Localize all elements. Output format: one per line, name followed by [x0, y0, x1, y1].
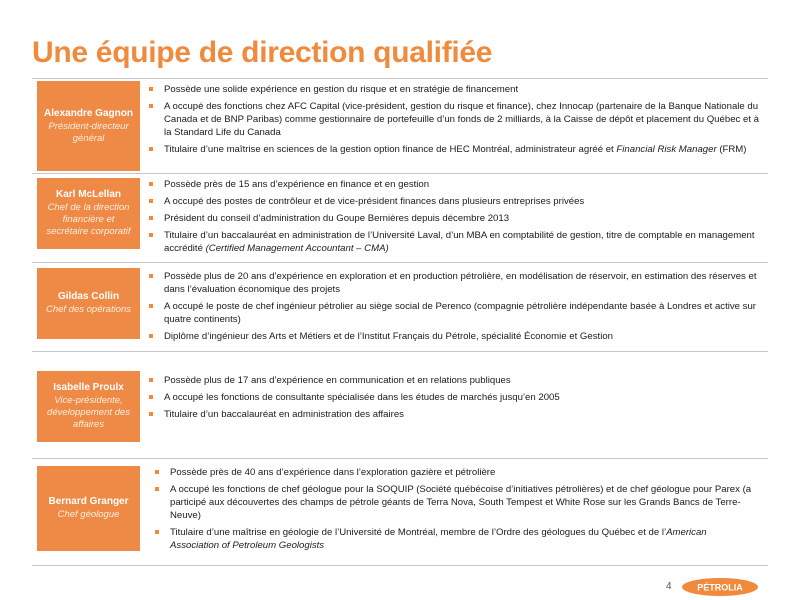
person-role: Chef de la direction financière et secrétaire corporatif — [46, 202, 131, 237]
list-item: Possède une solide expérience en gestion du risque et en stratégie de financement — [148, 83, 760, 96]
person-box-bernard-granger — [37, 466, 140, 551]
bullet-icon — [149, 87, 153, 91]
experience-list — [154, 466, 754, 556]
person-role: Chef géologue — [57, 509, 120, 520]
list-item: Titulaire d’un baccalauréat en administration de l’Université Laval, d’un MBA en comptabilité de gestion, titre de comptable en management accrédité (Certified Management Accountant – CMA) — [148, 229, 760, 255]
bullet-icon — [155, 470, 159, 474]
petrolia-logo — [680, 576, 760, 598]
bullet-icon — [149, 304, 153, 308]
experience-list — [148, 178, 760, 259]
person-role: Président-directeur général — [48, 120, 129, 144]
list-item: A occupé des fonctions chez AFC Capital (vice-président, gestion du risque et finance), chez Innocap (partenaire de la Banque Nationale du Canada et de BNP Paribas) comme gestionnaire de portefeuille d’un fonds de 2 milliards, à la Caisse de dépôt et placement du Québec et à la Standard Life du Canada — [148, 100, 760, 139]
list-item: A occupé les fonctions de consultante spécialisée dans les études de marchés jusqu’en 2005 — [148, 391, 760, 404]
list-item: Titulaire d’une maîtrise en sciences de la gestion option finance de HEC Montréal, administrateur agréé et Financial Risk Manager (FRM) — [148, 143, 760, 156]
person-name: Gildas Collin — [57, 291, 120, 302]
page-number: 4 — [666, 581, 672, 592]
divider — [32, 351, 768, 352]
page-title: Une équipe de direction qualifiée — [32, 36, 493, 69]
list-item: Titulaire d’une maîtrise en géologie de l’Université de Montréal, membre de l’Ordre des géologues du Québec et de l’American Association of Petroleum Geologists — [154, 526, 754, 552]
list-item: Président du conseil d’administration du Goupe Bernières depuis décembre 2013 — [148, 212, 760, 225]
person-name: Karl McLellan — [55, 189, 122, 200]
experience-list — [148, 83, 760, 160]
list-item: Possède plus de 17 ans d’expérience en communication et en relations publiques — [148, 374, 760, 387]
list-item: Possède plus de 20 ans d’expérience en exploration et en production pétrolière, en modélisation de réservoir, en estimation des réserves et dans l’évaluation économique des projets — [148, 270, 760, 296]
logo-text: PÉTROLIA — [697, 582, 743, 593]
bullet-icon — [155, 530, 159, 534]
person-role: Chef des opérations — [45, 304, 132, 315]
list-item: A occupé les fonctions de chef géologue pour la SOQUIP (Société québécoise d’initiatives pétrolières) et de chef géologue pour Parex (a participé aux découvertes des champs de pétrole géants de Terra Nova, South Tempest et White Rose sur les Grands Bancs de Terre-Neuve) — [154, 483, 754, 522]
bullet-icon — [149, 182, 153, 186]
person-name: Isabelle Proulx — [53, 382, 124, 393]
divider — [32, 458, 768, 459]
bullet-icon — [149, 216, 153, 220]
person-role: Vice-présidente, développement des affaires — [47, 395, 130, 430]
list-item: Diplôme d’ingénieur des Arts et Métiers et de l’Institut Français du Pétrole, spécialité Économie et Gestion — [148, 330, 760, 343]
divider — [32, 173, 768, 174]
list-item: A occupé des postes de contrôleur et de vice-président finances dans plusieurs entreprises privées — [148, 195, 760, 208]
bullet-icon — [149, 274, 153, 278]
person-box-isabelle-proulx — [37, 371, 140, 442]
divider — [32, 565, 768, 566]
bullet-icon — [149, 233, 153, 237]
experience-list — [148, 270, 760, 347]
person-box-gildas-collin — [37, 268, 140, 339]
bullet-icon — [149, 334, 153, 338]
bullet-icon — [149, 395, 153, 399]
bullet-icon — [149, 147, 153, 151]
person-box-alexandre-gagnon — [37, 81, 140, 171]
bullet-icon — [149, 378, 153, 382]
bullet-icon — [149, 104, 153, 108]
experience-list — [148, 374, 760, 425]
bullet-icon — [149, 412, 153, 416]
divider — [32, 78, 768, 79]
divider — [32, 262, 768, 263]
person-box-karl-mclellan — [37, 178, 140, 249]
list-item: Possède près de 40 ans d’expérience dans l’exploration gazière et pétrolière — [154, 466, 754, 479]
bullet-icon — [155, 487, 159, 491]
person-name: Alexandre Gagnon — [44, 107, 133, 119]
list-item: A occupé le poste de chef ingénieur pétrolier au siège social de Perenco (compagnie pétrolière indépendante basée à Londres et active sur quatre continents) — [148, 300, 760, 326]
list-item: Titulaire d’un baccalauréat en administration des affaires — [148, 408, 760, 421]
person-name: Bernard Granger — [48, 496, 129, 507]
list-item: Possède près de 15 ans d’expérience en finance et en gestion — [148, 178, 760, 191]
bullet-icon — [149, 199, 153, 203]
